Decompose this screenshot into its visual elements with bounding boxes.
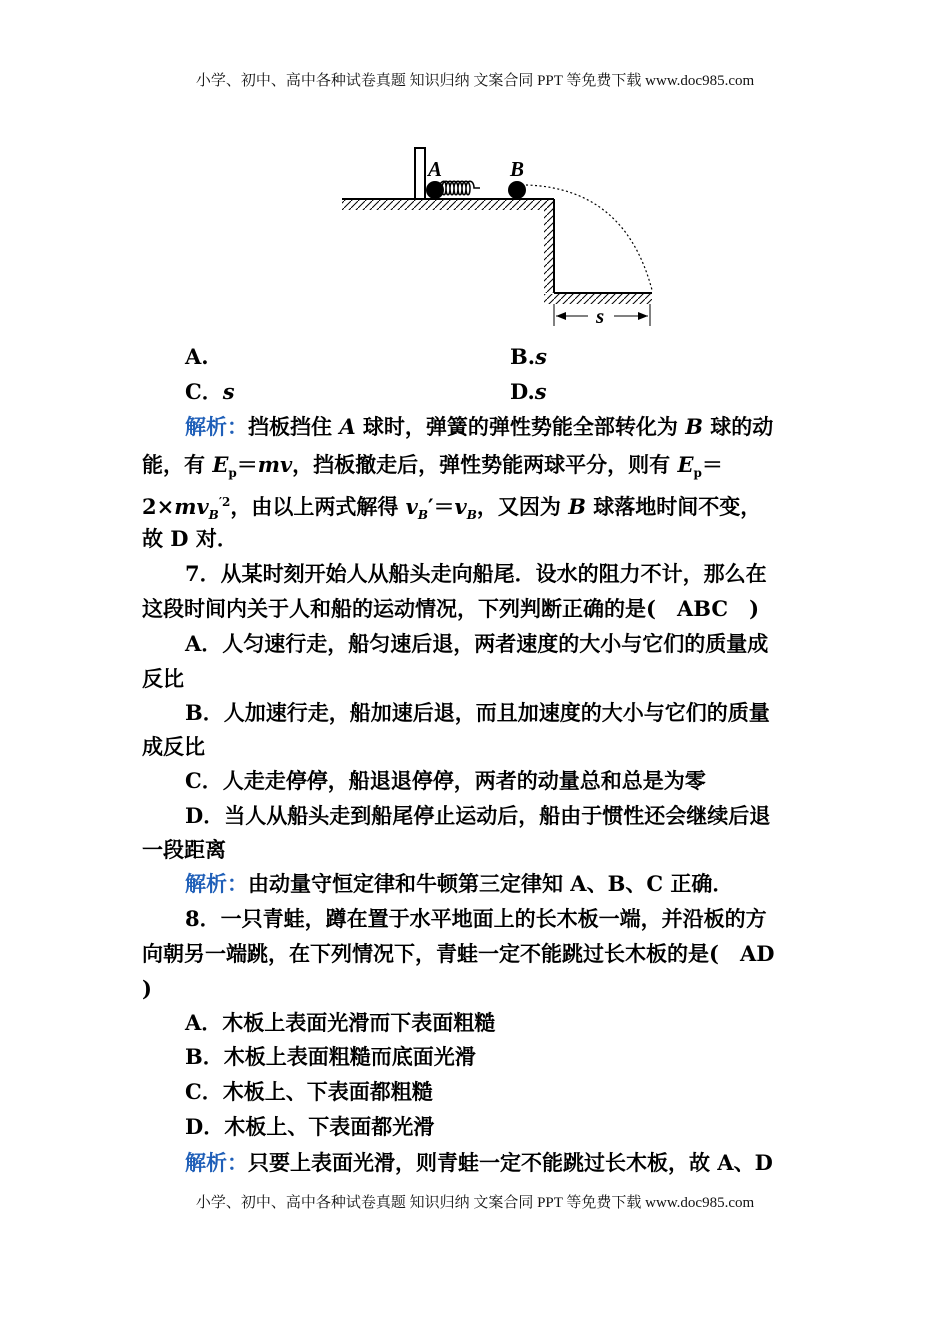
q8-analysis: 解析：只要上表面光滑，则青蛙一定不能跳过长木板，故 A、D [185, 1150, 773, 1175]
cliff-wall-hatch [544, 199, 554, 293]
analysis-label: 解析： [185, 414, 248, 439]
q6-option-c: C．s [185, 379, 235, 404]
page-footer: 小学、初中、高中各种试卷真题 知识归纳 文案合同 PPT 等免费下载 www.doc985.com [195, 1195, 755, 1211]
dim-left-head [556, 312, 566, 320]
upper-ground-hatch [342, 200, 554, 210]
q6-option-a: A. [185, 344, 209, 369]
label-a: A [428, 157, 443, 181]
q7-stem-line2: 这段时间内关于人和船的运动情况，下列判断正确的是( ABC ) [142, 596, 760, 621]
label-b: B [510, 157, 525, 181]
q6-analysis-line3: $2\times mv_B^{'2}$，由以上两式解得 $v_B'=v_B$，又因为 B 球落地时间不变， [142, 494, 762, 523]
q7-answer: ABC [676, 596, 729, 621]
q6-option-d: D.s [510, 379, 547, 404]
q8-option-b: B．木板上表面粗糙而底面光滑 [185, 1044, 476, 1069]
q6-options-row1 [185, 342, 865, 372]
q8-stem-line1: 8．一只青蛙，蹲在置于水平地面上的长木板一端，并沿板的方 [185, 906, 767, 931]
q7-option-a-line1: A．人匀速行走，船匀速后退，两者速度的大小与它们的质量成 [185, 631, 769, 656]
baffle [415, 148, 425, 199]
ball-b [508, 181, 526, 199]
q7-stem-line1: 7．从某时刻开始人从船头走向船尾．设水的阻力不计，那么在 [185, 561, 767, 586]
q6-analysis-line4: 故 D 对． [142, 526, 238, 551]
q7-option-d-line1: D．当人从船头走到船尾停止运动后，船由于惯性还会继续后退 [185, 803, 771, 828]
lower-ground-hatch [544, 294, 652, 304]
dim-right-head [638, 312, 648, 320]
q6-analysis-line1: 解析：挡板挡住 A 球时，弹簧的弹性势能全部转化为 B 球的动 [185, 414, 774, 439]
spring-ball-figure [330, 138, 670, 338]
spring [438, 181, 480, 195]
analysis-label: 解析： [185, 871, 248, 896]
q8-option-d: D．木板上、下表面都光滑 [185, 1114, 435, 1139]
q7-option-a-line2: 反比 [142, 666, 184, 691]
q8-stem-line3: ) [142, 976, 152, 1001]
q6-analysis-line2: 能，有 $E_p=mv$，挡板撤走后，弹性势能两球平分，则有 $E_p=$ [142, 452, 723, 481]
analysis-label: 解析： [185, 1150, 248, 1175]
q8-answer: AD [739, 941, 775, 966]
q7-option-d-line2: 一段距离 [142, 837, 226, 862]
q6-option-b: B.s [510, 344, 547, 369]
q7-option-b-line2: 成反比 [142, 734, 205, 759]
q7-analysis: 解析：由动量守恒定律和牛顿第三定律知 A、B、C 正确． [185, 871, 734, 896]
q6-options-row2 [185, 377, 865, 407]
q8-stem-line2: 向朝另一端跳，在下列情况下，青蛙一定不能跳过长木板的是( AD [142, 941, 775, 966]
q7-option-c: C．人走走停停，船退退停停，两者的动量总和总是为零 [185, 768, 706, 793]
label-s: s [596, 304, 605, 328]
q8-option-a: A．木板上表面光滑而下表面粗糙 [185, 1010, 496, 1035]
q8-option-c: C．木板上、下表面都粗糙 [185, 1079, 433, 1104]
page-header: 小学、初中、高中各种试卷真题 知识归纳 文案合同 PPT 等免费下载 www.doc985.com [195, 73, 755, 89]
q7-option-b-line1: B．人加速行走，船加速后退，而且加速度的大小与它们的质量 [185, 700, 770, 725]
ball-a [426, 181, 444, 199]
